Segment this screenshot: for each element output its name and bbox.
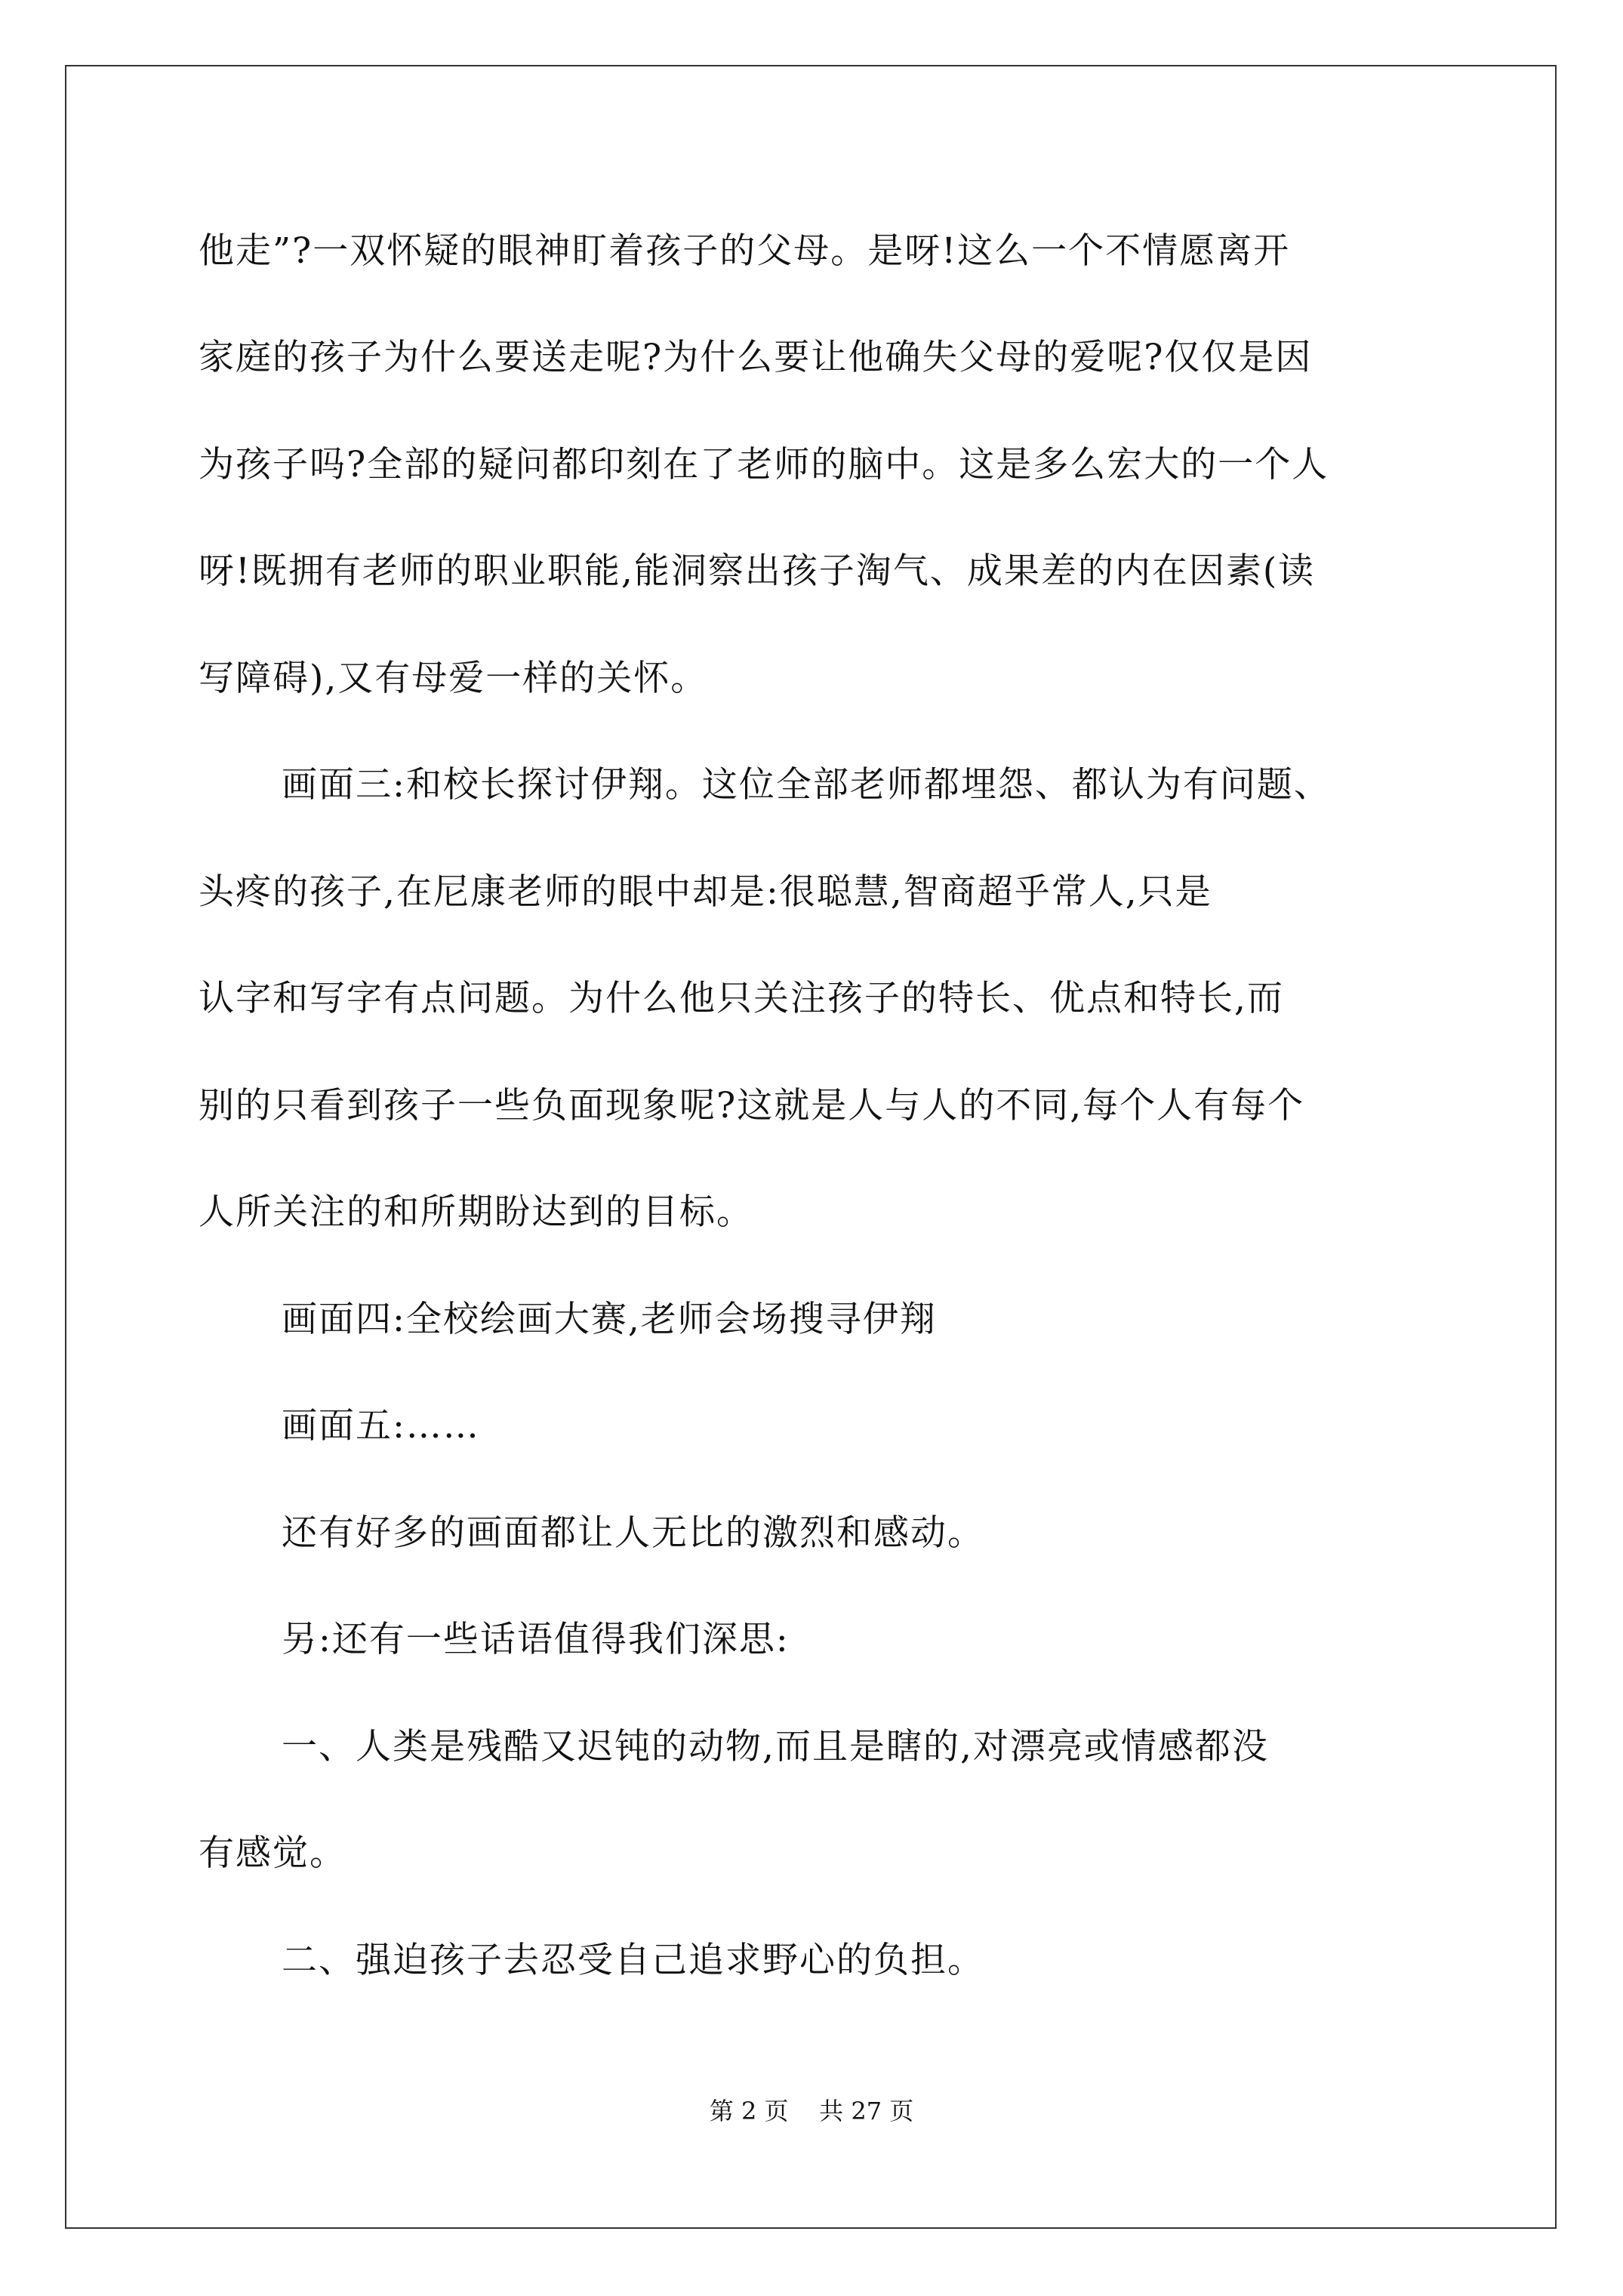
paragraph-line: 家庭的孩子为什么要送走呢?为什么要让他确失父母的爱呢?仅仅是因 (199, 337, 1313, 378)
paragraph-line: 认字和写字有点问题。为什么他只关注孩子的特长、优点和特长,而 (199, 978, 1284, 1019)
paragraph-line: 画面三:和校长探讨伊翔。这位全部老师都埋怨、都认为有问题、 (282, 764, 1331, 806)
paragraph-line: 一、人类是残酷又迟钝的动物,而且是瞎的,对漂亮或情感都没 (282, 1726, 1269, 1767)
paragraph-line: 头疼的孩子,在尼康老师的眼中却是:很聪慧,智商超乎常人,只是 (199, 871, 1212, 913)
paragraph-line: 二、强迫孩子去忍受自己追求野心的负担。 (282, 1940, 984, 1981)
paragraph-line: 呀!既拥有老师的职业职能,能洞察出孩子淘气、成果差的内在因素(读 (199, 550, 1316, 592)
paragraph-line: 画面五:…… (282, 1405, 480, 1447)
paragraph-line: 别的只看到孩子一些负面现象呢?这就是人与人的不同,每个人有每个 (199, 1085, 1305, 1126)
paragraph-line: 他走”?一双怀疑的眼神盯着孩子的父母。是呀!这么一个不情愿离开 (199, 230, 1291, 272)
page-number-footer: 第 2 页 共 27 页 (709, 2097, 914, 2125)
paragraph-line: 写障碍),又有母爱一样的关怀。 (199, 658, 708, 699)
paragraph-line: 画面四:全校绘画大赛,老师会场搜寻伊翔 (282, 1299, 937, 1340)
paragraph-line: 另:还有一些话语值得我们深思: (282, 1619, 790, 1660)
paragraph-line: 人所关注的和所期盼达到的目标。 (199, 1191, 753, 1233)
paragraph-line: 为孩子吗?全部的疑问都印刻在了老师的脑中。这是多么宏大的一个人 (199, 444, 1329, 485)
paragraph-line: 还有好多的画面都让人无比的激烈和感动。 (282, 1512, 984, 1554)
page-border (65, 65, 1557, 2229)
paragraph-line: 有感觉。 (199, 1832, 346, 1874)
